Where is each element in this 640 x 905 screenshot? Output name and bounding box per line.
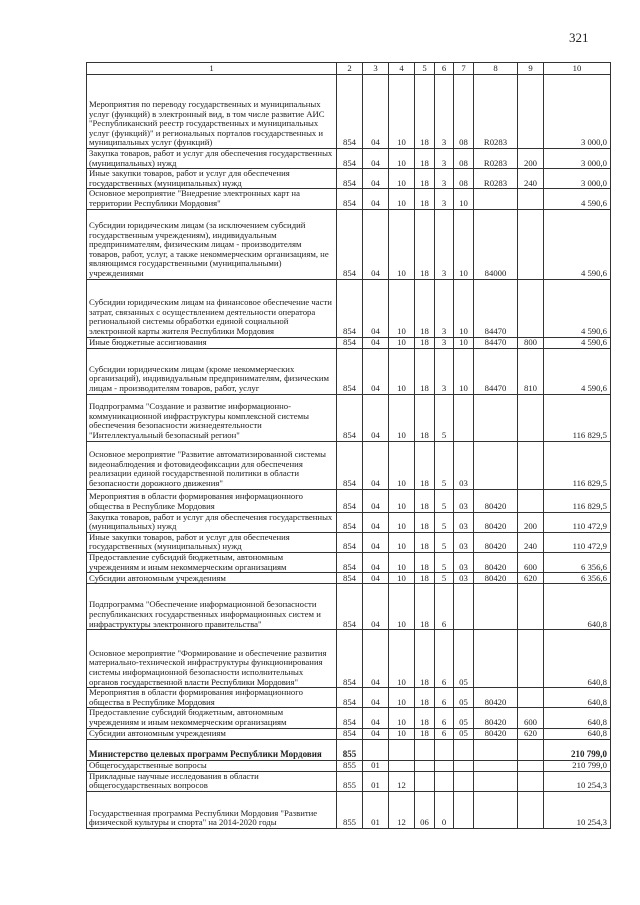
amount-cell: 3 000,0 xyxy=(544,149,611,169)
code-cell xyxy=(474,441,518,489)
code-cell: 18 xyxy=(415,584,435,630)
code-cell: 18 xyxy=(415,348,435,394)
row-name-cell: Субсидии юридическим лицам (кроме некоммерческих организаций), индивидуальным предпринимателям, физическим лицам - производителям товаров, работ, услуг xyxy=(87,348,337,394)
amount-cell: 4 590,6 xyxy=(544,189,611,209)
code-cell: 04 xyxy=(363,189,389,209)
code-cell: 10 xyxy=(454,279,474,337)
row-name-cell: Иные закупки товаров, работ и услуг для обеспечения государственных (муниципальных) нужд xyxy=(87,169,337,189)
code-cell: 854 xyxy=(337,337,363,348)
amount-cell: 640,8 xyxy=(544,708,611,728)
code-cell xyxy=(518,630,544,688)
code-cell: 03 xyxy=(454,532,474,552)
table-row xyxy=(87,708,611,728)
code-cell: 855 xyxy=(337,760,363,771)
table-row xyxy=(87,394,611,441)
code-cell: 10 xyxy=(389,708,415,728)
amount-cell: 4 590,6 xyxy=(544,337,611,348)
row-name-cell: Субсидии юридическим лицам на финансовое обеспечение части затрат, связанных с осуществлением деятельности оператора региональной системы обработки единой социальной электронной карты жителя Республики Мордовия xyxy=(87,279,337,337)
code-cell: 80420 xyxy=(474,708,518,728)
code-cell xyxy=(454,771,474,791)
code-cell: 18 xyxy=(415,441,435,489)
code-cell xyxy=(474,771,518,791)
code-cell xyxy=(518,394,544,441)
code-cell xyxy=(518,209,544,279)
code-cell: 18 xyxy=(415,573,435,584)
table-row xyxy=(87,279,611,337)
code-cell: 10 xyxy=(389,337,415,348)
table-row xyxy=(87,791,611,828)
row-name-cell: Иные бюджетные ассигнования xyxy=(87,337,337,348)
code-cell xyxy=(435,771,454,791)
amount-cell: 4 590,6 xyxy=(544,279,611,337)
code-cell: 854 xyxy=(337,584,363,630)
code-cell: R0283 xyxy=(474,75,518,149)
code-cell xyxy=(518,441,544,489)
header-cell: 4 xyxy=(389,63,415,75)
code-cell: 04 xyxy=(363,441,389,489)
amount-cell: 116 829,5 xyxy=(544,441,611,489)
code-cell: 10 xyxy=(454,209,474,279)
code-cell: 18 xyxy=(415,552,435,572)
code-cell: 80420 xyxy=(474,728,518,739)
table-row xyxy=(87,739,611,760)
table-row xyxy=(87,337,611,348)
code-cell: 10 xyxy=(389,573,415,584)
code-cell: 854 xyxy=(337,441,363,489)
code-cell: 5 xyxy=(435,512,454,532)
code-cell: 08 xyxy=(454,149,474,169)
amount-cell: 640,8 xyxy=(544,728,611,739)
code-cell: 18 xyxy=(415,209,435,279)
code-cell xyxy=(363,739,389,760)
amount-cell: 3 000,0 xyxy=(544,75,611,149)
code-cell: 10 xyxy=(389,532,415,552)
code-cell: 04 xyxy=(363,532,389,552)
code-cell xyxy=(415,739,435,760)
code-cell: 80420 xyxy=(474,532,518,552)
code-cell xyxy=(518,489,544,512)
code-cell xyxy=(474,739,518,760)
code-cell: 80420 xyxy=(474,573,518,584)
row-name-cell: Подпрограмма "Обеспечение информационной безопасности республиканских государственных информационных систем и инфраструктуры электронного правительства" xyxy=(87,584,337,630)
amount-cell: 10 254,3 xyxy=(544,791,611,828)
code-cell: 04 xyxy=(363,512,389,532)
code-cell xyxy=(518,791,544,828)
code-cell: 04 xyxy=(363,348,389,394)
code-cell: 854 xyxy=(337,279,363,337)
amount-cell: 116 829,5 xyxy=(544,489,611,512)
row-name-cell: Мероприятия по переводу государственных и муниципальных услуг (функций) в электронный вид, в том числе развитие АИС "Республиканский реестр государственных и муниципальных услуг (функций)" и региональных порталов государственных и муниципальных услуг (функций) xyxy=(87,75,337,149)
code-cell: 10 xyxy=(389,279,415,337)
table-row xyxy=(87,532,611,552)
code-cell: 04 xyxy=(363,209,389,279)
code-cell: 854 xyxy=(337,688,363,708)
code-cell xyxy=(474,791,518,828)
code-cell xyxy=(518,584,544,630)
code-cell: 854 xyxy=(337,75,363,149)
header-cell: 5 xyxy=(415,63,435,75)
code-cell: 854 xyxy=(337,630,363,688)
code-cell xyxy=(518,189,544,209)
code-cell: 04 xyxy=(363,279,389,337)
table-row xyxy=(87,584,611,630)
code-cell: 80420 xyxy=(474,489,518,512)
code-cell: 03 xyxy=(454,573,474,584)
code-cell: 10 xyxy=(389,728,415,739)
table-row xyxy=(87,552,611,572)
table-row xyxy=(87,573,611,584)
code-cell xyxy=(518,75,544,149)
code-cell: 01 xyxy=(363,760,389,771)
code-cell: 84470 xyxy=(474,348,518,394)
code-cell: 855 xyxy=(337,739,363,760)
code-cell xyxy=(474,189,518,209)
code-cell xyxy=(454,394,474,441)
code-cell: 6 xyxy=(435,688,454,708)
code-cell: 18 xyxy=(415,169,435,189)
code-cell: 5 xyxy=(435,441,454,489)
row-name-cell: Закупка товаров, работ и услуг для обеспечения государственных (муниципальных) нужд xyxy=(87,512,337,532)
code-cell xyxy=(454,739,474,760)
code-cell: 05 xyxy=(454,708,474,728)
code-cell: 10 xyxy=(389,489,415,512)
header-cell: 6 xyxy=(435,63,454,75)
code-cell xyxy=(518,279,544,337)
table-body xyxy=(87,63,611,829)
code-cell: 18 xyxy=(415,688,435,708)
code-cell: 12 xyxy=(389,791,415,828)
code-cell: 08 xyxy=(454,169,474,189)
amount-cell: 640,8 xyxy=(544,630,611,688)
code-cell: 200 xyxy=(518,149,544,169)
row-name-cell: Закупка товаров, работ и услуг для обеспечения государственных (муниципальных) нужд xyxy=(87,149,337,169)
code-cell: 240 xyxy=(518,169,544,189)
code-cell: 10 xyxy=(454,189,474,209)
row-name-cell: Иные закупки товаров, работ и услуг для обеспечения государственных (муниципальных) нужд xyxy=(87,532,337,552)
row-name-cell: Субсидии автономным учреждениям xyxy=(87,728,337,739)
table-row xyxy=(87,209,611,279)
code-cell xyxy=(389,760,415,771)
code-cell: 18 xyxy=(415,279,435,337)
amount-cell: 116 829,5 xyxy=(544,394,611,441)
code-cell xyxy=(454,584,474,630)
code-cell: 5 xyxy=(435,552,454,572)
code-cell: 18 xyxy=(415,75,435,149)
amount-cell: 210 799,0 xyxy=(544,760,611,771)
code-cell: 240 xyxy=(518,532,544,552)
budget-table xyxy=(86,62,611,829)
row-name-cell: Основное мероприятие "Формирование и обеспечение развития материально-технической инфраструктуры функционирования системы информационной безопасности исполнительных органов государственной власти Республики Мордовия" xyxy=(87,630,337,688)
code-cell: 03 xyxy=(454,489,474,512)
code-cell: 80420 xyxy=(474,688,518,708)
table-row xyxy=(87,728,611,739)
code-cell: 05 xyxy=(454,688,474,708)
code-cell xyxy=(435,760,454,771)
code-cell: 10 xyxy=(389,552,415,572)
amount-cell: 4 590,6 xyxy=(544,209,611,279)
code-cell: 06 xyxy=(415,791,435,828)
row-name-cell: Мероприятия в области формирования информационного общества в Республике Мордовия xyxy=(87,688,337,708)
table-row xyxy=(87,688,611,708)
code-cell: 10 xyxy=(389,169,415,189)
code-cell xyxy=(435,739,454,760)
code-cell: 18 xyxy=(415,708,435,728)
code-cell: 3 xyxy=(435,209,454,279)
amount-cell: 6 356,6 xyxy=(544,552,611,572)
table-row xyxy=(87,189,611,209)
row-name-cell: Предоставление субсидий бюджетным, автономным учреждениям и иным некоммерческим организациям xyxy=(87,708,337,728)
code-cell: 10 xyxy=(389,149,415,169)
amount-cell: 110 472,9 xyxy=(544,532,611,552)
code-cell: 05 xyxy=(454,728,474,739)
code-cell xyxy=(518,771,544,791)
code-cell xyxy=(454,791,474,828)
code-cell xyxy=(518,739,544,760)
amount-cell: 210 799,0 xyxy=(544,739,611,760)
code-cell: 6 xyxy=(435,728,454,739)
table-row xyxy=(87,630,611,688)
code-cell: 854 xyxy=(337,394,363,441)
code-cell: 18 xyxy=(415,489,435,512)
code-cell: 5 xyxy=(435,573,454,584)
row-name-cell: Подпрограмма "Создание и развитие информационно-коммуникационной инфраструктуры комплексной системы обеспечения безопасности жизнедеятельности "Интеллектуальный безопасный регион" xyxy=(87,394,337,441)
table-row xyxy=(87,348,611,394)
row-name-cell: Основное мероприятие "Внедрение электронных карт на территории Республики Мордовия" xyxy=(87,189,337,209)
code-cell xyxy=(454,760,474,771)
code-cell: 10 xyxy=(389,75,415,149)
header-cell: 2 xyxy=(337,63,363,75)
code-cell: 04 xyxy=(363,728,389,739)
code-cell: 01 xyxy=(363,791,389,828)
code-cell: 854 xyxy=(337,489,363,512)
code-cell: 18 xyxy=(415,512,435,532)
code-cell: 3 xyxy=(435,189,454,209)
code-cell: 5 xyxy=(435,489,454,512)
table-row xyxy=(87,760,611,771)
code-cell xyxy=(518,760,544,771)
code-cell: 12 xyxy=(389,771,415,791)
code-cell: 854 xyxy=(337,512,363,532)
code-cell: 18 xyxy=(415,189,435,209)
code-cell: 6 xyxy=(435,630,454,688)
code-cell xyxy=(415,760,435,771)
code-cell: 04 xyxy=(363,573,389,584)
row-name-cell: Мероприятия в области формирования информационного общества в Республике Мордовия xyxy=(87,489,337,512)
header-cell: 7 xyxy=(454,63,474,75)
code-cell: 620 xyxy=(518,728,544,739)
code-cell: 600 xyxy=(518,552,544,572)
code-cell: 03 xyxy=(454,512,474,532)
code-cell: 5 xyxy=(435,532,454,552)
code-cell: 3 xyxy=(435,149,454,169)
row-name-cell: Субсидии автономным учреждениям xyxy=(87,573,337,584)
code-cell: 10 xyxy=(389,441,415,489)
code-cell: 01 xyxy=(363,771,389,791)
code-cell: 04 xyxy=(363,169,389,189)
code-cell: 6 xyxy=(435,584,454,630)
table-row xyxy=(87,169,611,189)
amount-cell: 3 000,0 xyxy=(544,169,611,189)
code-cell xyxy=(474,584,518,630)
code-cell: 84000 xyxy=(474,209,518,279)
code-cell: 04 xyxy=(363,337,389,348)
code-cell xyxy=(389,739,415,760)
code-cell: 200 xyxy=(518,512,544,532)
code-cell: 10 xyxy=(389,394,415,441)
code-cell: 10 xyxy=(389,189,415,209)
code-cell: 10 xyxy=(389,512,415,532)
code-cell: 800 xyxy=(518,337,544,348)
amount-cell: 640,8 xyxy=(544,688,611,708)
header-cell: 3 xyxy=(363,63,389,75)
header-cell: 9 xyxy=(518,63,544,75)
code-cell: 0 xyxy=(435,791,454,828)
code-cell: 18 xyxy=(415,394,435,441)
code-cell: 84470 xyxy=(474,279,518,337)
code-cell: 04 xyxy=(363,630,389,688)
code-cell: 854 xyxy=(337,573,363,584)
header-cell: 8 xyxy=(474,63,518,75)
code-cell: 18 xyxy=(415,532,435,552)
code-cell: 854 xyxy=(337,708,363,728)
code-cell: 854 xyxy=(337,728,363,739)
code-cell: 03 xyxy=(454,441,474,489)
code-cell: 854 xyxy=(337,348,363,394)
table-row xyxy=(87,75,611,149)
code-cell: 854 xyxy=(337,552,363,572)
code-cell: 600 xyxy=(518,708,544,728)
code-cell: 04 xyxy=(363,394,389,441)
code-cell: 04 xyxy=(363,75,389,149)
code-cell xyxy=(518,688,544,708)
header-cell: 1 xyxy=(87,63,337,75)
code-cell: 5 xyxy=(435,394,454,441)
amount-cell: 110 472,9 xyxy=(544,512,611,532)
code-cell: 3 xyxy=(435,75,454,149)
code-cell: 10 xyxy=(389,688,415,708)
row-name-cell: Основное мероприятие "Развитие автоматизированной системы видеонаблюдения и фотовидеофиксации для обеспечения реализации единой государственной политики в области безопасности дорожного движения" xyxy=(87,441,337,489)
amount-cell: 6 356,6 xyxy=(544,573,611,584)
code-cell: 05 xyxy=(454,630,474,688)
code-cell: 10 xyxy=(454,337,474,348)
row-name-cell: Государственная программа Республики Мордовия "Развитие физической культуры и спорта" на 2014-2020 годы xyxy=(87,791,337,828)
code-cell: 854 xyxy=(337,189,363,209)
code-cell: 854 xyxy=(337,169,363,189)
code-cell: 04 xyxy=(363,489,389,512)
amount-cell: 4 590,6 xyxy=(544,348,611,394)
code-cell: 10 xyxy=(389,348,415,394)
code-cell: 04 xyxy=(363,552,389,572)
code-cell: 3 xyxy=(435,279,454,337)
code-cell: 04 xyxy=(363,149,389,169)
table-row xyxy=(87,771,611,791)
code-cell: 84470 xyxy=(474,337,518,348)
code-cell xyxy=(474,630,518,688)
code-cell: 80420 xyxy=(474,552,518,572)
page-number: 321 xyxy=(569,30,589,45)
code-cell: 10 xyxy=(454,348,474,394)
table-row xyxy=(87,441,611,489)
code-cell: 18 xyxy=(415,149,435,169)
code-cell: 08 xyxy=(454,75,474,149)
code-cell: 10 xyxy=(389,209,415,279)
code-cell: 620 xyxy=(518,573,544,584)
code-cell: 04 xyxy=(363,584,389,630)
table-row xyxy=(87,149,611,169)
code-cell: R0283 xyxy=(474,169,518,189)
header-row xyxy=(87,63,611,75)
code-cell: 80420 xyxy=(474,512,518,532)
row-name-cell: Субсидии юридическим лицам (за исключением субсидий государственным учреждениям), индивидуальным предпринимателям, физическим лицам - производителям товаров, работ, услуг, а также некоммерческим организациям, не являющимся государственными (муниципальными) учреждениями xyxy=(87,209,337,279)
row-name-cell: Общегосударственные вопросы xyxy=(87,760,337,771)
code-cell: 3 xyxy=(435,169,454,189)
code-cell: 810 xyxy=(518,348,544,394)
code-cell: 854 xyxy=(337,149,363,169)
code-cell: 03 xyxy=(454,552,474,572)
row-name-cell: Министерство целевых программ Республики Мордовия xyxy=(87,739,337,760)
code-cell: R0283 xyxy=(474,149,518,169)
code-cell: 855 xyxy=(337,791,363,828)
code-cell: 854 xyxy=(337,209,363,279)
code-cell: 854 xyxy=(337,532,363,552)
row-name-cell: Прикладные научные исследования в области общегосударственных вопросов xyxy=(87,771,337,791)
code-cell: 3 xyxy=(435,337,454,348)
row-name-cell: Предоставление субсидий бюджетным, автономным учреждениям и иным некоммерческим организациям xyxy=(87,552,337,572)
table-row xyxy=(87,489,611,512)
code-cell: 3 xyxy=(435,348,454,394)
code-cell: 855 xyxy=(337,771,363,791)
amount-cell: 10 254,3 xyxy=(544,771,611,791)
code-cell: 18 xyxy=(415,630,435,688)
code-cell xyxy=(474,760,518,771)
code-cell: 18 xyxy=(415,337,435,348)
table-row xyxy=(87,512,611,532)
code-cell xyxy=(474,394,518,441)
code-cell: 10 xyxy=(389,630,415,688)
code-cell xyxy=(415,771,435,791)
code-cell: 18 xyxy=(415,728,435,739)
code-cell: 04 xyxy=(363,708,389,728)
code-cell: 6 xyxy=(435,708,454,728)
code-cell: 10 xyxy=(389,584,415,630)
amount-cell: 640,8 xyxy=(544,584,611,630)
code-cell: 04 xyxy=(363,688,389,708)
header-cell: 10 xyxy=(544,63,611,75)
